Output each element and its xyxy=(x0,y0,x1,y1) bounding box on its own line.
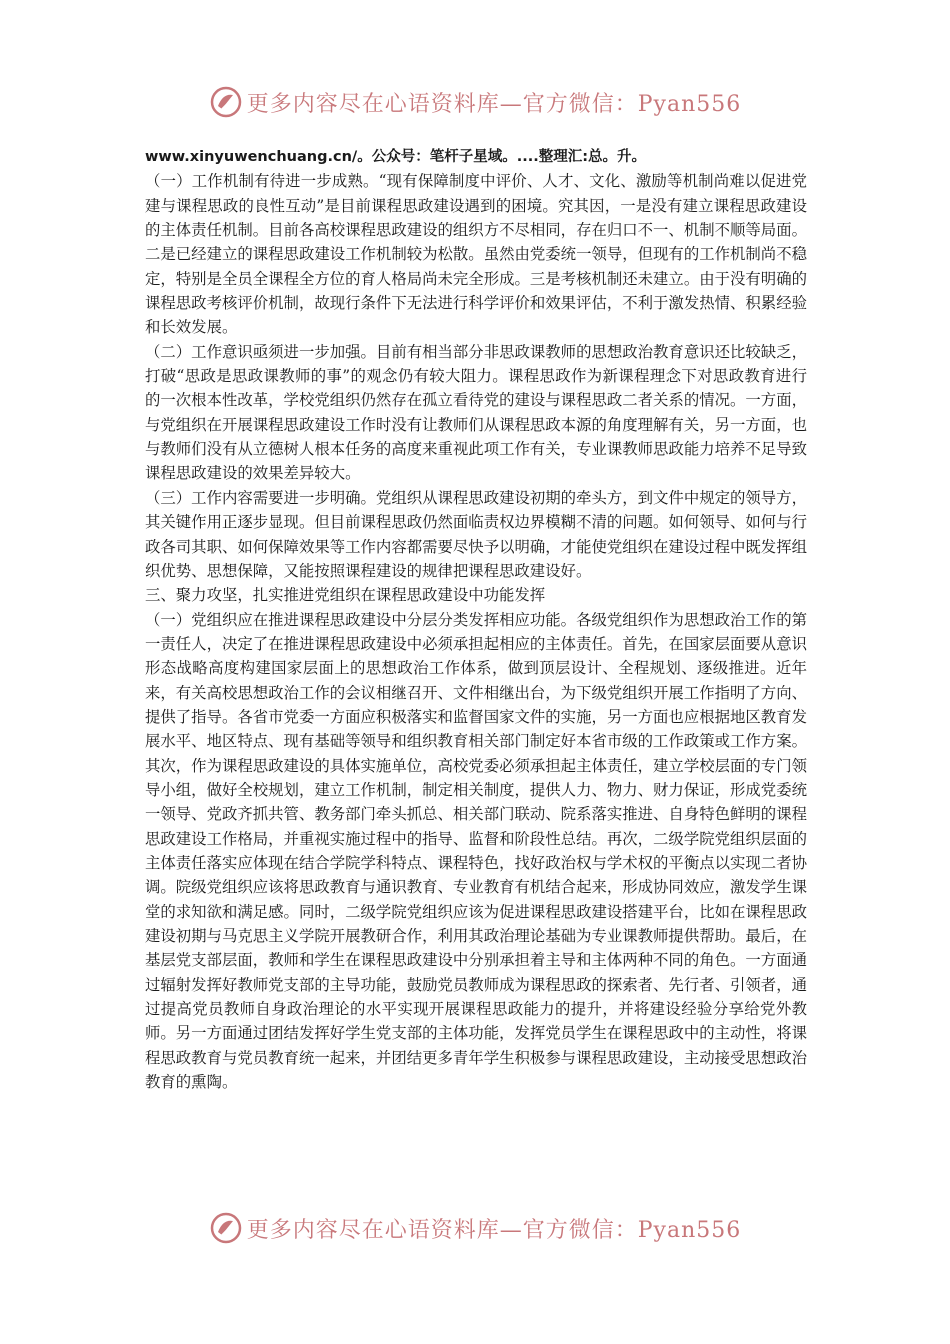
section-heading: 三、聚力攻坚，扎实推进党组织在课程思政建设中功能发挥 xyxy=(145,586,546,605)
xinyu-logo-icon xyxy=(209,85,243,119)
paragraph-content: （三）工作内容需要进一步明确。党组织从课程思政建设初期的牵头方，到文件中规定的领导方，其关键作用正逐步显现。但目前课程思政仍然面临责权边界模糊不清的问题。如何领导、如何与行政各司其职、如何保障效果等工作内容都需要尽快予以明确，才能使党组织在建设过程中既发挥组织优势、思想保障，又能按照课程建设的规律把课程思政建设好。 xyxy=(145,488,807,580)
header-banner-text: 更多内容尽在心语资料库—官方微信：Pyan556 xyxy=(246,91,742,117)
header-banner xyxy=(0,82,950,122)
footer-banner-text: 更多内容尽在心语资料库—官方微信：Pyan556 xyxy=(246,1217,742,1243)
document-body xyxy=(145,145,807,1094)
footer-banner xyxy=(0,1208,950,1248)
paragraph-layered-functions: （一）党组织应在推进课程思政建设中分层分类发挥相应功能。各级党组织作为思想政治工作的第一责任人，决定了在推进课程思政建设中必须承担起相应的主体责任。首先，在国家层面要从意识形态战略高度构建国家层面上的思想政治工作体系，做到顶层设计、全程规划、逐级推进。近年来，有关高校思想政治工作的会议相继召开、文件相继出台，为下级党组织开展工作指明了方向、提供了指导。各省市党委一方面应积极落实和监督国家文件的实施，另一方面也应根据地区教育发展水平、地区特点、现有基础等领导和组织教育相关部门制定好本省市级的工作政策或工作方案。其次，作为课程思政建设的具体实施单位，高校党委必须承担起主体责任，建立学校层面的专门领导小组，做好全校规划，建立工作机制，制定相关制度，提供人力、物力、财力保证，形成党委统一领导、党政齐抓共管、教务部门牵头抓总、相关部门联动、院系落实推进、自身特色鲜明的课程思政建设工作格局，并重视实施过程中的指导、监督和阶段性总结。再次，二级学院党组织层面的主体责任落实应体现在结合学院学科特点、课程特色，找好政治权与学术权的平衡点以实现二者协调。院级党组织应该将思政教育与通识教育、专业教育有机结合起来，形成协同效应，激发学生课堂的求知欲和满足感。同时，二级学院党组织应该为促进课程思政建设搭建平台，比如在课程思政建设初期与马克思主义学院开展教研合作，利用其政治理论基础为专业课教师提供帮助。最后，在基层党支部层面，教师和学生在课程思政建设中分别承担着主导和主体两种不同的角色。一方面通过辐射发挥好教师党支部的主导功能，鼓励党员教师成为课程思政的探索者、先行者、引领者，通过提高党员教师自身政治理论的水平实现开展课程思政能力的提升，并将建设经验分享给党外教师。另一方面通过团结发挥好学生党支部的主体功能，发挥党员学生在课程思政中的主动性，将课程思政教育与党员教育统一起来，并团结更多青年学生积极参与课程思政建设，主动接受思想政治教育的熏陶。 xyxy=(145,610,807,1092)
paragraph-awareness: （二）工作意识亟须进一步加强。目前有相当部分非思政课教师的思想政治教育意识还比较缺乏，打破“思政是思政课教师的事”的观念仍有较大阻力。课程思政作为新课程理念下对思政教育进行的一次根本性改革，学校党组织仍然存在孤立看待党的建设与课程思政二者关系的情况。一方面，与党组织在开展课程思政建设工作时没有让教师们从课程思政本源的角度理解有关，另一方面，也与教师们没有从立德树人根本任务的高度来重视此项工作有关，专业课教师思政能力培养不足导致课程思政建设的效果差异较大。 xyxy=(145,342,807,483)
xinyu-logo-icon xyxy=(209,1211,243,1245)
paragraph-mechanism: （一）工作机制有待进一步成熟。“现有保障制度中评价、人才、文化、激励等机制尚难以促进党建与课程思政的良性互动”是目前课程思政建设遇到的困境。究其因，一是没有建立课程思政建设的主体责任机制。目前各高校课程思政建设的组织方不尽相同，存在归口不一、机制不顺等局面。二是已经建立的课程思政建设工作机制较为松散。虽然由党委统一领导，但现有的工作机制尚不稳定，特别是全员全课程全方位的育人格局尚未完全形成。三是考核机制还未建立。由于没有明确的课程思政考核评价机制，故现行条件下无法进行科学评价和效果评估，不利于激发热情、积累经验和长效发展。 xyxy=(145,172,807,337)
source-line: www.xinyuwenchuang.cn/。公众号：笔杆子星域。....整理汇:总。升。 xyxy=(145,149,647,165)
